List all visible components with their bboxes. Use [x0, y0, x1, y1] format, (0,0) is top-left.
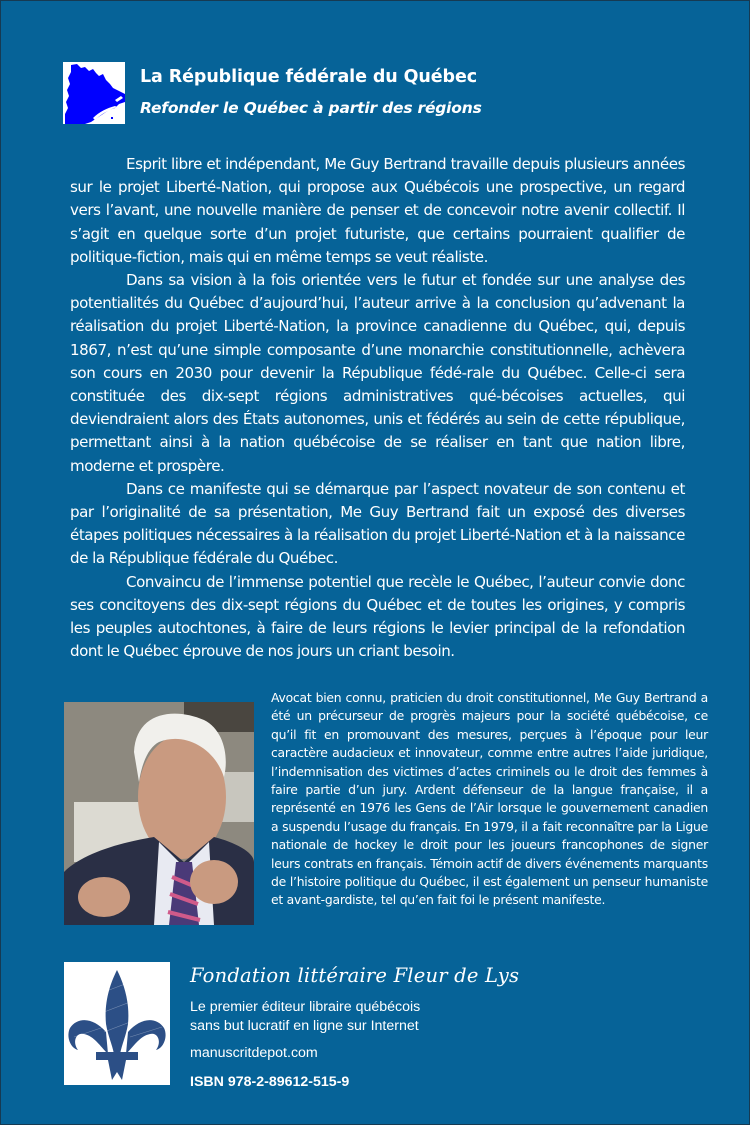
publisher-description [190, 998, 519, 1036]
summary-paragraph: Dans ce manifeste qui se démarque par l’aspect novateur de son contenu et par l’originalité de sa présentation, Me Guy Bertrand fait un exposé des diverses étapes politiques nécessaires à la réalisation du projet Liberté-Nation et à la naissance de la République fédérale du Québec. [70, 479, 685, 568]
summary-paragraph: Convaincu de l’immense potentiel que recèle le Québec, l’auteur convie donc ses concitoyens des dix-sept régions du Québec et de toutes les origines, y compris les peuples autochtones, à faire de leurs régions le levier principal de la refondation dont le Québec éprouve de nos jours un criant besoin. [70, 572, 685, 661]
summary-paragraph: Esprit libre et indépendant, Me Guy Bertrand travaille depuis plusieurs années sur le projet Liberté-Nation, qui propose aux Québécois une prospective, un regard vers l’avant, une nouvelle manière de penser et de concevoir notre avenir collectif. Il s’agit en quelque sorte d’un projet futuriste, que certains pourraient qualifier de politique-fiction, mais qui en même temps se veut réaliste. [70, 155, 685, 266]
isbn: ISBN 978-2-89612-515-9 [190, 1074, 350, 1090]
summary-text [70, 153, 685, 663]
publisher-block [64, 962, 519, 1092]
book-subtitle: Refonder le Québec à partir des régions [140, 99, 482, 117]
author-bio [271, 689, 708, 910]
publisher-name: Fondation littéraire Fleur de Lys [190, 964, 520, 987]
fleur-de-lys-icon [64, 962, 170, 1085]
publisher-website: manuscritdepot.com [190, 1045, 318, 1061]
publisher-description-line: Le premier éditeur libraire québécois [190, 999, 421, 1015]
book-title: La République fédérale du Québec [140, 67, 477, 87]
publisher-description-line: sans but lucratif en ligne sur Internet [190, 1018, 419, 1034]
author-photo [64, 702, 254, 925]
summary-paragraph: Dans sa vision à la fois orientée vers le futur et fondée sur une analyse des potentialités du Québec d’aujourd’hui, l’auteur arrive à la conclusion qu’advenant la réalisation du projet Liberté-Nation, la province canadienne du Québec, qui, depuis 1867, n’est qu’une simple composante d’une monarchie constitutionnelle, achèvera son cours en 2030 pour devenir la République fédé-rale du Québec. Celle-ci sera constituée des dix-sept régions administratives qué-bécoises actuelles, qui deviendraient alors des États autonomes, unis et fédérés au sein de cette république, permettant ainsi à la nation québécoise de se réaliser en tant que nation libre, moderne et prospère. [70, 271, 685, 475]
header [63, 62, 482, 124]
quebec-map-icon [63, 62, 125, 124]
author-bio-text: Avocat bien connu, praticien du droit constitutionnel, Me Guy Bertrand a été un précurseur de progrès majeurs pour la société québécoise, ce qu’il fit en promouvant des mesures, perçues à l’époque pour leur caractère audacieux et innovateur, comme entre autres l’aide juridique, l’indemnisation des victimes d’actes criminels ou le droit des femmes à faire partie d’un jury. Ardent défenseur de la langue française, il a représenté en 1976 les Gens de l’Air lorsque le gouvernement canadien a suspendu l’usage du français. En 1979, il a fait reconnaître par la Ligue nationale de hockey le droit pour les joueurs francophones de signer leurs contrats en français. Témoin actif de divers événements marquants de l’histoire politique du Québec, il est également un penseur humaniste et avant-gardiste, tel qu’en fait foi le présent manifeste. [271, 690, 708, 908]
